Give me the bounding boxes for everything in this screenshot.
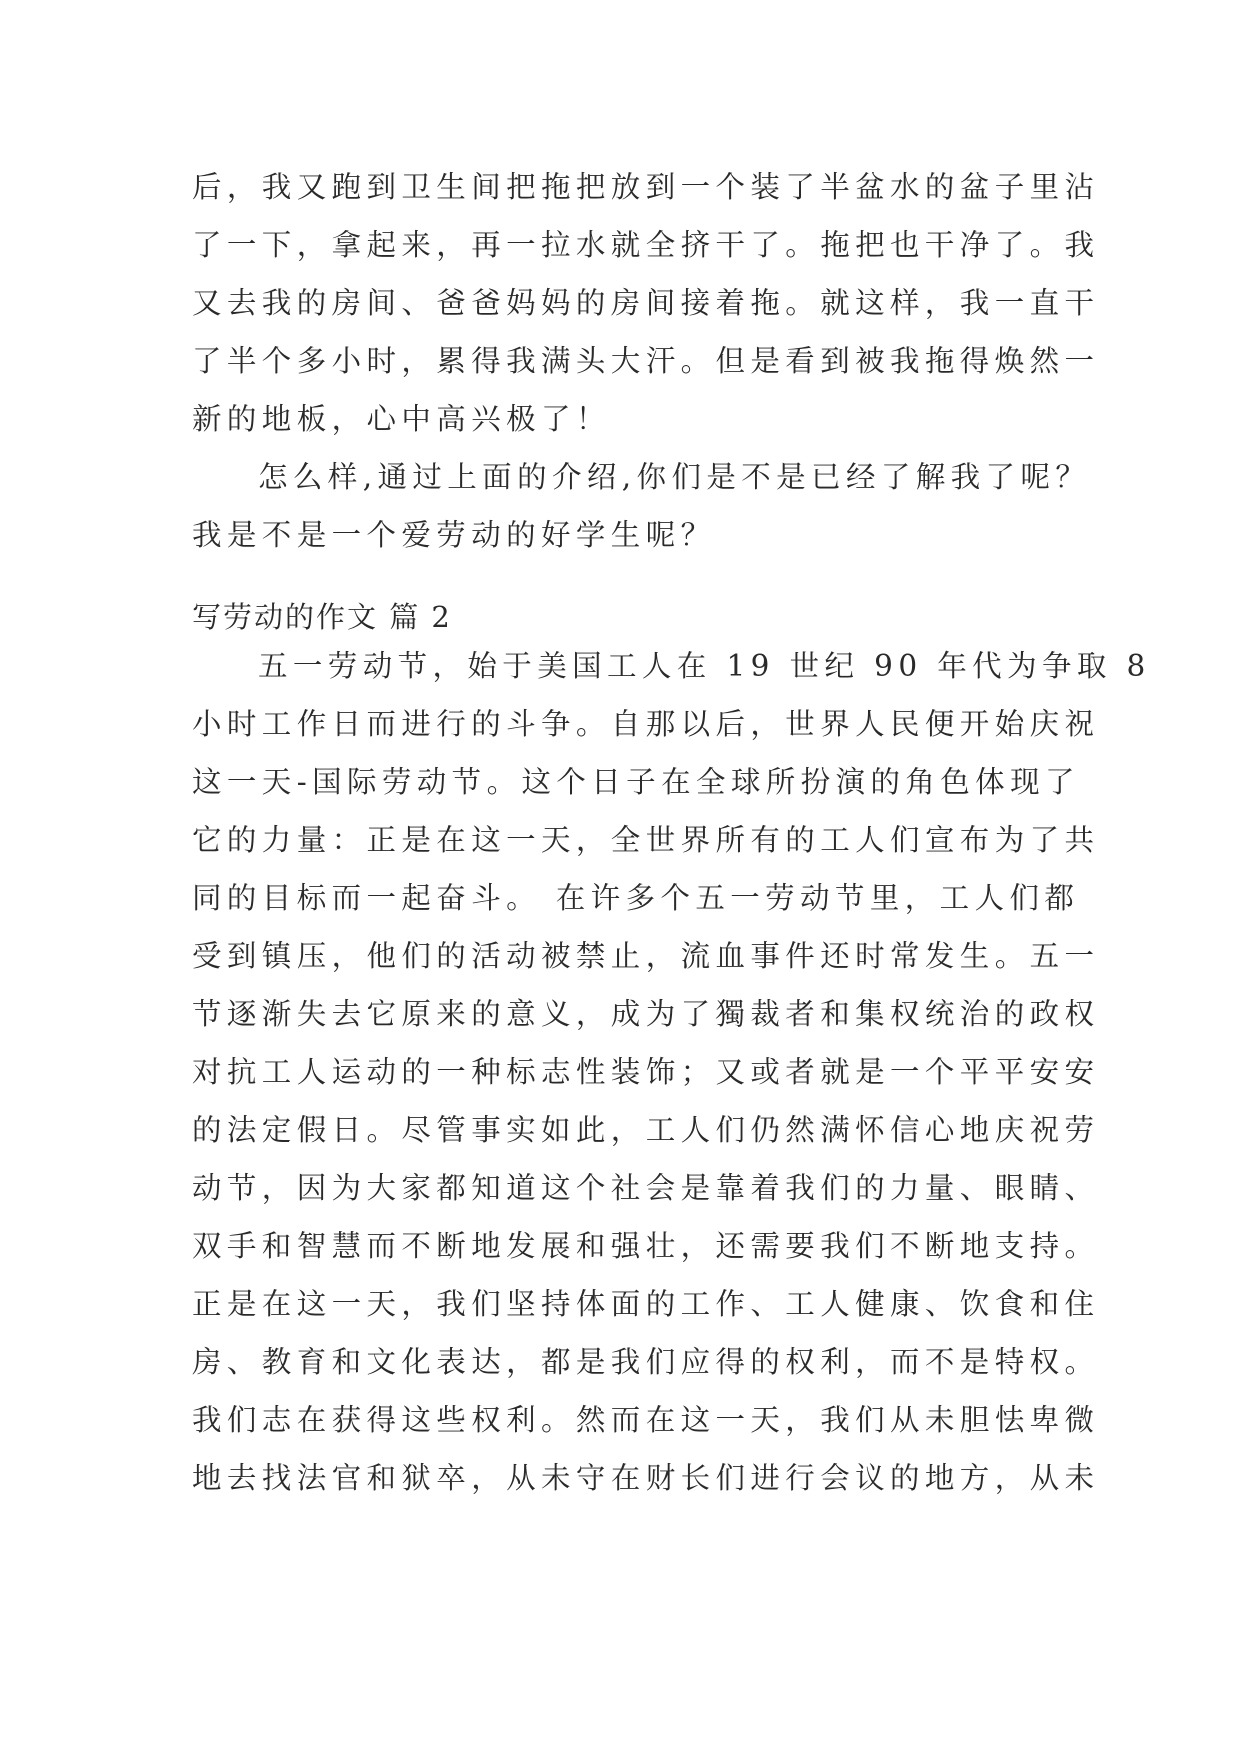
paragraph-1-line-4: 了半个多小时，累得我满头大汗。但是看到被我拖得焕然一 xyxy=(192,344,1100,378)
paragraph-3-line-2: 小时工作日而进行的斗争。自那以后，世界人民便开始庆祝 xyxy=(192,707,1100,741)
paragraph-3-line-5: 同的目标而一起奋斗。 在许多个五一劳动节里，工人们都 xyxy=(192,881,1080,915)
section-heading: 写劳动的作文 篇 2 xyxy=(192,600,452,634)
paragraph-3-line-13: 房、教育和文化表达，都是我们应得的权利，而不是特权。 xyxy=(192,1345,1100,1379)
paragraph-3-line-10: 动节，因为大家都知道这个社会是靠着我们的力量、眼睛、 xyxy=(192,1171,1100,1205)
text-block-top xyxy=(192,158,1100,564)
paragraph-3-line-12: 正是在这一天，我们坚持体面的工作、工人健康、饮食和住 xyxy=(192,1287,1100,1321)
paragraph-3-line-8: 对抗工人运动的一种标志性装饰；又或者就是一个平平安安 xyxy=(192,1055,1100,1089)
paragraph-1-line-3: 又去我的房间、爸爸妈妈的房间接着拖。就这样，我一直干 xyxy=(192,286,1100,320)
paragraph-3-line-11: 双手和智慧而不断地发展和强壮，还需要我们不断地支持。 xyxy=(192,1229,1100,1263)
paragraph-2-line-1: 怎么样,通过上面的介绍,你们是不是已经了解我了呢？ xyxy=(258,460,1091,494)
paragraph-3-line-6: 受到镇压，他们的活动被禁止，流血事件还时常发生。五一 xyxy=(192,939,1100,973)
paragraph-3-line-4: 它的力量：正是在这一天，全世界所有的工人们宣布为了共 xyxy=(192,823,1100,857)
paragraph-2-line-2: 我是不是一个爱劳动的好学生呢？ xyxy=(192,518,716,552)
paragraph-3-line-1: 五一劳动节，始于美国工人在 19 世纪 90 年代为争取 8 xyxy=(258,649,1151,683)
paragraph-3-line-7: 节逐渐失去它原来的意义，成为了獨裁者和集权统治的政权 xyxy=(192,997,1100,1031)
text-block-bottom xyxy=(192,637,1151,1507)
paragraph-3-line-9: 的法定假日。尽管事实如此，工人们仍然满怀信心地庆祝劳 xyxy=(192,1113,1100,1147)
paragraph-1-line-5: 新的地板，心中高兴极了！ xyxy=(192,402,611,436)
paragraph-3-line-14: 我们志在获得这些权利。然而在这一天，我们从未胆怯卑微 xyxy=(192,1403,1100,1437)
paragraph-3-line-3: 这一天-国际劳动节。这个日子在全球所扮演的角色体现了 xyxy=(192,765,1080,799)
paragraph-1-line-1: 后，我又跑到卫生间把拖把放到一个装了半盆水的盆子里沾 xyxy=(192,170,1100,204)
paragraph-1-line-2: 了一下，拿起来，再一拉水就全挤干了。拖把也干净了。我 xyxy=(192,228,1100,262)
paragraph-3-line-15: 地去找法官和狱卒，从未守在财长们进行会议的地方，从未 xyxy=(192,1461,1100,1495)
